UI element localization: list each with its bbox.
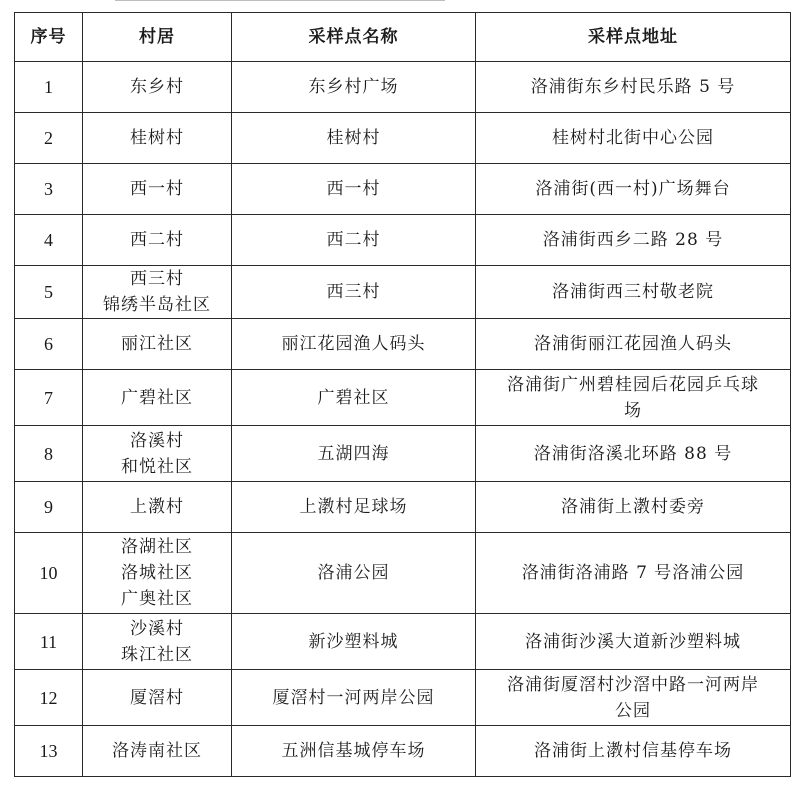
cell-no: 4 <box>15 215 83 266</box>
cell-site-address-line: 洛浦街(西一村)广场舞台 <box>535 179 731 199</box>
cell-site-address <box>476 370 791 426</box>
cell-site-address <box>476 426 791 482</box>
cell-site-address-line: 洛浦街洛浦路 7 号洛浦公园 <box>521 563 745 583</box>
cell-no: 13 <box>15 726 83 777</box>
cell-village-line: 和悦社区 <box>121 456 193 477</box>
cell-village-line: 洛城社区 <box>121 563 193 583</box>
cell-site-name-line: 五湖四海 <box>317 443 390 464</box>
cell-site-address <box>476 319 791 370</box>
table-row <box>15 670 791 726</box>
table-row <box>15 726 791 777</box>
cell-site-address <box>476 215 791 266</box>
cell-site-address-line: 桂树村北街中心公园 <box>552 128 714 148</box>
cell-no: 7 <box>15 370 83 426</box>
cell-village <box>83 266 232 319</box>
cell-village-line: 洛湖社区 <box>121 537 193 557</box>
cell-site-address-line: 洛浦街广州碧桂园后花园乒乓球 <box>507 374 759 395</box>
table-row <box>15 319 791 370</box>
cell-site-name-line: 五洲信基城停车场 <box>281 741 426 761</box>
cell-site-address-line: 公园 <box>615 700 651 721</box>
cell-site-address <box>476 62 791 113</box>
cell-site-address-line: 洛浦街西乡二路 28 号 <box>542 230 724 250</box>
cell-village-line: 广奥社区 <box>121 589 193 609</box>
header-village: 村居 <box>83 13 232 62</box>
cell-no: 6 <box>15 319 83 370</box>
cell-site-name-line: 上漖村足球场 <box>299 497 408 517</box>
cell-no: 11 <box>15 614 83 670</box>
cell-village <box>83 370 232 426</box>
cell-site-address-line: 场 <box>624 400 642 421</box>
table-row <box>15 113 791 164</box>
cell-site-address-line: 洛浦街丽江花园渔人码头 <box>534 334 732 354</box>
table-row <box>15 426 791 482</box>
cell-site-name <box>232 533 476 614</box>
table-row <box>15 370 791 426</box>
cell-site-name <box>232 370 476 426</box>
cell-site-name <box>232 426 476 482</box>
cell-village <box>83 726 232 777</box>
cell-village <box>83 482 232 533</box>
cell-site-name <box>232 726 476 777</box>
cell-site-name-line: 广碧社区 <box>317 387 390 408</box>
cell-no: 8 <box>15 426 83 482</box>
cell-site-address-line: 洛浦街厦滘村沙滘中路一河两岸 <box>507 674 759 695</box>
cell-site-address-line: 洛浦街上漖村委旁 <box>561 497 705 517</box>
table-header-row <box>15 13 791 62</box>
cell-village-line: 广碧社区 <box>121 387 193 408</box>
cell-no: 10 <box>15 533 83 614</box>
cell-village-line: 珠江社区 <box>121 644 193 665</box>
cell-no: 9 <box>15 482 83 533</box>
cell-site-address <box>476 614 791 670</box>
cell-no: 12 <box>15 670 83 726</box>
cell-village <box>83 670 232 726</box>
cell-village-line: 西三村 <box>130 269 184 289</box>
cell-site-address-line: 洛浦街东乡村民乐路 5 号 <box>530 77 736 97</box>
cell-site-name <box>232 319 476 370</box>
sampling-sites-table <box>14 12 791 777</box>
cell-site-address-line: 洛浦街洛溪北环路 88 号 <box>533 443 733 464</box>
cell-site-name <box>232 215 476 266</box>
cell-site-address-line: 洛浦街沙溪大道新沙塑料城 <box>525 631 741 652</box>
cell-village-line: 沙溪村 <box>130 618 184 639</box>
cell-village <box>83 614 232 670</box>
cell-site-address-line: 洛浦街上漖村信基停车场 <box>534 741 732 761</box>
cell-no: 2 <box>15 113 83 164</box>
cell-site-name <box>232 164 476 215</box>
cell-site-address <box>476 266 791 319</box>
top-cropped-rule <box>115 0 445 3</box>
cell-village-line: 洛涛南社区 <box>112 741 202 761</box>
cell-no: 3 <box>15 164 83 215</box>
cell-village-line: 厦滘村 <box>130 687 184 708</box>
cell-no: 5 <box>15 266 83 319</box>
cell-village <box>83 62 232 113</box>
cell-site-address <box>476 533 791 614</box>
cell-site-name-line: 丽江花园渔人码头 <box>281 334 426 354</box>
header-no: 序号 <box>15 13 83 62</box>
table-row <box>15 266 791 319</box>
cell-village <box>83 215 232 266</box>
cell-site-address <box>476 482 791 533</box>
cell-village <box>83 319 232 370</box>
cell-site-name <box>232 614 476 670</box>
table-row <box>15 62 791 113</box>
cell-village-line: 洛溪村 <box>130 430 184 451</box>
table-row <box>15 614 791 670</box>
cell-village-line: 桂树村 <box>130 128 184 148</box>
cell-site-name <box>232 670 476 726</box>
table-body <box>15 62 791 777</box>
cell-site-address <box>476 113 791 164</box>
cell-site-address-line: 洛浦街西三村敬老院 <box>552 282 714 302</box>
cell-site-address <box>476 164 791 215</box>
table-row <box>15 482 791 533</box>
table-row <box>15 164 791 215</box>
cell-site-address <box>476 726 791 777</box>
cell-village-line: 上漖村 <box>130 497 184 517</box>
cell-no: 1 <box>15 62 83 113</box>
cell-site-name-line: 西二村 <box>326 230 381 250</box>
header-site-address: 采样点地址 <box>476 13 791 62</box>
table-row <box>15 215 791 266</box>
cell-village <box>83 533 232 614</box>
cell-site-name-line: 洛浦公园 <box>317 563 390 583</box>
cell-village-line: 东乡村 <box>130 77 184 97</box>
cell-village <box>83 164 232 215</box>
cell-site-name-line: 东乡村广场 <box>308 77 399 97</box>
cell-site-name <box>232 266 476 319</box>
cell-site-name-line: 厦滘村一河两岸公园 <box>272 687 435 708</box>
cell-village <box>83 426 232 482</box>
cell-village <box>83 113 232 164</box>
cell-site-name <box>232 482 476 533</box>
cell-site-name <box>232 62 476 113</box>
cell-site-name-line: 西一村 <box>326 179 381 199</box>
cell-village-line: 丽江社区 <box>121 334 193 354</box>
cell-site-name-line: 西三村 <box>326 282 381 302</box>
table-row <box>15 533 791 614</box>
cell-site-name-line: 桂树村 <box>326 128 381 148</box>
cell-village-line: 西二村 <box>130 230 184 250</box>
header-site-name: 采样点名称 <box>232 13 476 62</box>
cell-site-address <box>476 670 791 726</box>
cell-site-name-line: 新沙塑料城 <box>308 631 399 652</box>
cell-site-name <box>232 113 476 164</box>
cell-village-line: 锦绣半岛社区 <box>103 295 211 315</box>
cell-village-line: 西一村 <box>130 179 184 199</box>
